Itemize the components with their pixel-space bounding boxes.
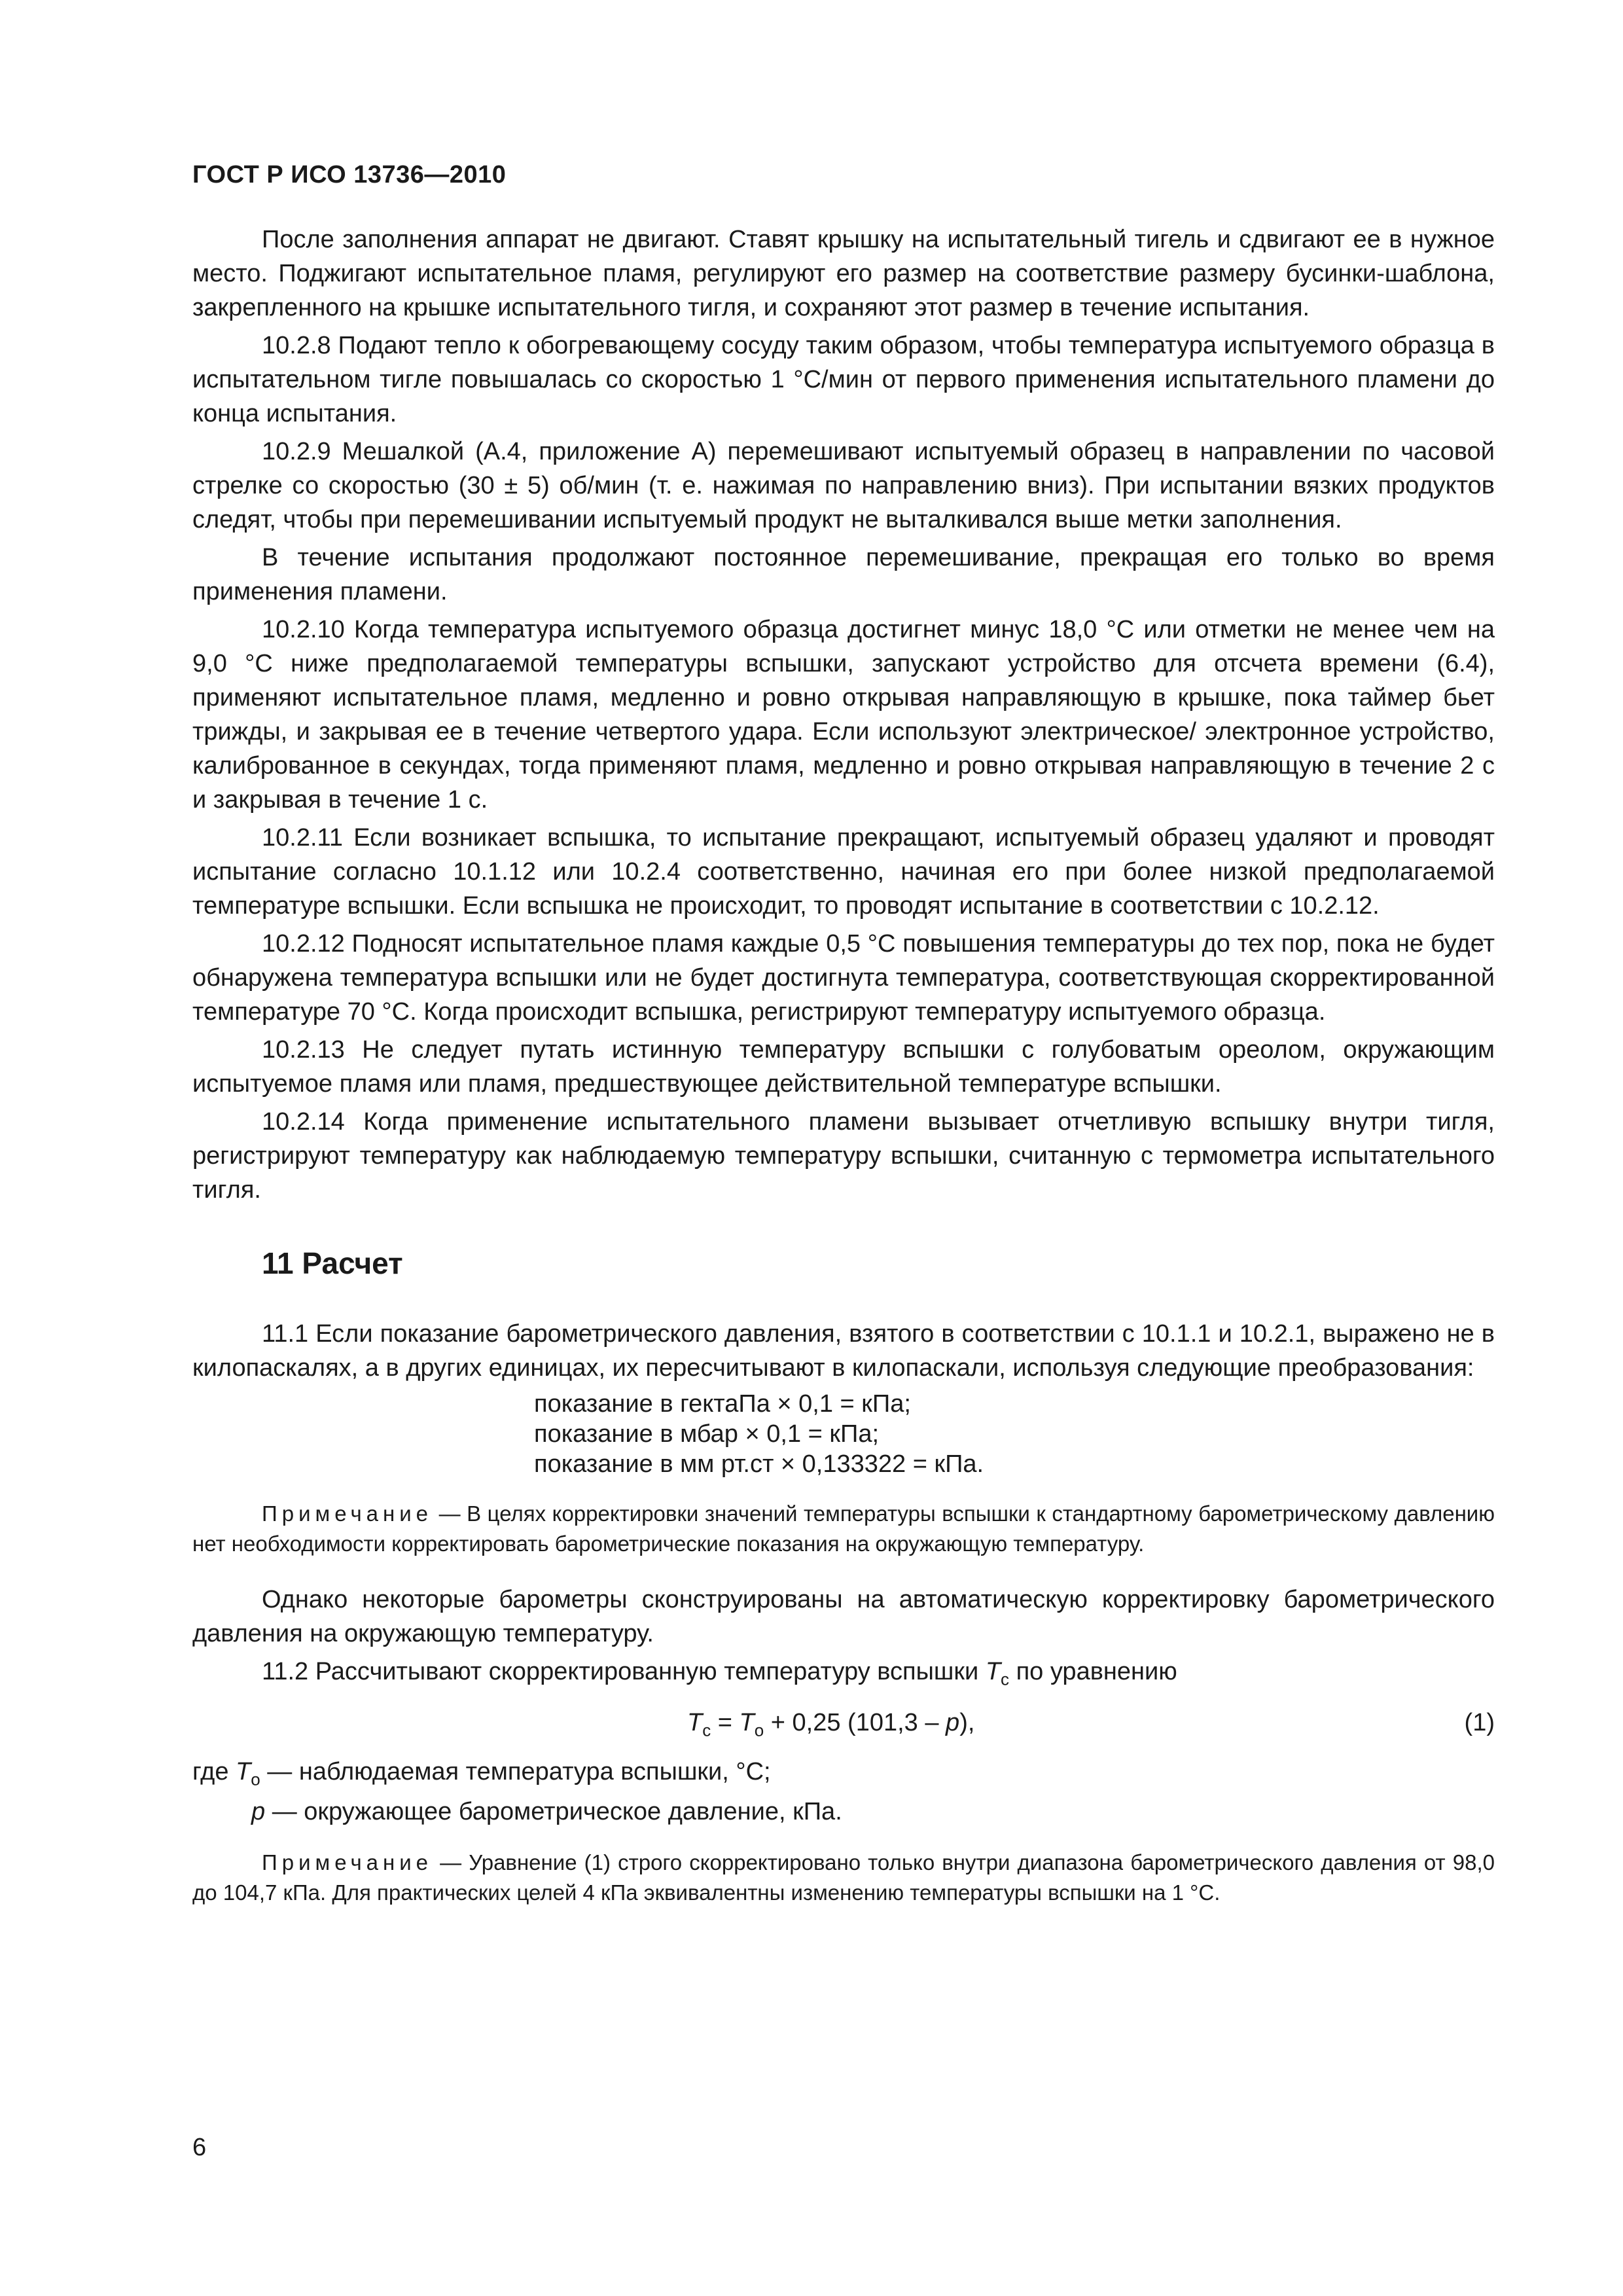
clause-11-2: 11.2 Рассчитывают скорректированную температуру вспышки $T_c$ по уравнению xyxy=(262,1658,1177,1689)
note-label: Примечание xyxy=(262,1850,433,1875)
conversion-hpa: показание в гектаПа × 0,1 = кПа; xyxy=(534,1390,911,1418)
where-line-1: где $T_o$ — наблюдаемая температура вспышки, °С; xyxy=(192,1757,771,1789)
page-number: 6 xyxy=(192,2134,207,2161)
note-text: — Уравнение (1) строго скорректировано только внутри диапазона барометрического давления от 98,0 до 104,7 кПа. Для практических целей 4 кПа эквивалентны изменению температуры вспышки на 1 °С. xyxy=(192,1850,1495,1905)
clause-10-2-11: 10.2.11 Если возникает вспышка, то испытание прекращают, испытуемый образец удаляют и проводят испытание согласно 10.1.12 или 10.2.4 соответственно, начиная его при более низкой предполагаемой температуре вспышки. Если вспышка не происходит, то проводят испытание в соответствии с 10.2.12. xyxy=(192,824,1495,920)
note-label: Примечание xyxy=(262,1501,433,1526)
clause-10-2-14: 10.2.14 Когда применение испытательного пламени вызывает отчетливую вспышку внутри тигля, регистрируют температуру как наблюдаемую температуру вспышки, считанную с термометра испытательного тигля. xyxy=(192,1108,1495,1204)
conversion-mbar: показание в мбар × 0,1 = кПа; xyxy=(534,1420,880,1448)
paragraph: Однако некоторые барометры сконструированы на автоматическую корректировку барометрического давления на окружающую температуру. xyxy=(192,1586,1495,1647)
equation-number: (1) xyxy=(1464,1708,1495,1736)
note-1 xyxy=(192,1499,1495,1559)
document-header: ГОСТ Р ИСО 13736—2010 xyxy=(192,161,507,188)
conversion-mmhg: показание в мм рт.ст × 0,133322 = кПа. xyxy=(534,1450,984,1478)
note-2 xyxy=(192,1848,1495,1908)
where-line-2: p — окружающее барометрическое давление, кПа. xyxy=(251,1798,842,1826)
clause-10-2-10: 10.2.10 Когда температура испытуемого образца достигнет минус 18,0 °С или отметки не менее чем на 9,0 °С ниже предполагаемой температуры вспышки, запускают устройство для отсчета времени (6.4), применяют испытательное пламя, медленно и ровно открывая направляющую в крышке, пока таймер бьет трижды, и закрывая ее в течение четвертого удара. Если используют электрическое/ электронное устройство, калиброванное в секундах, тогда применяют пламя, медленно и ровно открывая направляющую в течение 2 с и закрывая в течение 1 с. xyxy=(192,616,1495,814)
paragraph: После заполнения аппарат не двигают. Ставят крышку на испытательный тигель и сдвигают ее в нужное место. Поджигают испытательное пламя, регулируют его размер на соответствие размеру бусинки-шаблона, закрепленного на крышке испытательного тигля, и сохраняют этот размер в течение испытания. xyxy=(192,226,1495,321)
equation-1 xyxy=(192,1703,1495,1745)
conversion-list xyxy=(534,1389,1495,1479)
document-body xyxy=(192,223,1495,1931)
note-text: — В целях корректировки значений температуры вспышки к стандартному барометрическому давлению нет необходимости корректировать барометрические показания на окружающую температуру. xyxy=(192,1501,1495,1556)
section-title: 11 Расчет xyxy=(262,1246,403,1280)
clause-10-2-13: 10.2.13 Не следует путать истинную температуру вспышки с голубоватым ореолом, окружающим испытуемое пламя или пламя, предшествующее действительной температуре вспышки. xyxy=(192,1036,1495,1098)
clause-10-2-8: 10.2.8 Подают тепло к обогревающему сосуду таким образом, чтобы температура испытуемого образца в испытательном тигле повышалась со скоростью 1 °С/мин от первого применения испытательного пламени до конца испытания. xyxy=(192,332,1495,427)
paragraph: В течение испытания продолжают постоянное перемешивание, прекращая его только во время применения пламени. xyxy=(192,544,1495,605)
equation-expression: $T_c = T_o + 0,25$ (101,3 – p), xyxy=(687,1708,975,1740)
clause-10-2-12: 10.2.12 Подносят испытательное пламя каждые 0,5 °С повышения температуры до тех пор, пока не будет обнаружена температура вспышки или не будет достигнута температура, соответствующая скорректированной температуре 70 °С. Когда происходит вспышка, регистрируют температуру испытуемого образца. xyxy=(192,930,1495,1026)
clause-11-1: 11.1 Если показание барометрического давления, взятого в соответствии с 10.1.1 и 10.2.1, выражено не в килопаскалях, а в других единицах, их пересчитывают в килопаскали, используя следующие преобразования: xyxy=(192,1320,1495,1382)
clause-10-2-9: 10.2.9 Мешалкой (А.4, приложение А) перемешивают испытуемый образец в направлении по часовой стрелке со скоростью (30 ± 5) об/мин (т. е. нажимая по направлению вниз). При испытании вязких продуктов следят, чтобы при перемешивании испытуемый продукт не выталкивался выше метки заполнения. xyxy=(192,438,1495,533)
